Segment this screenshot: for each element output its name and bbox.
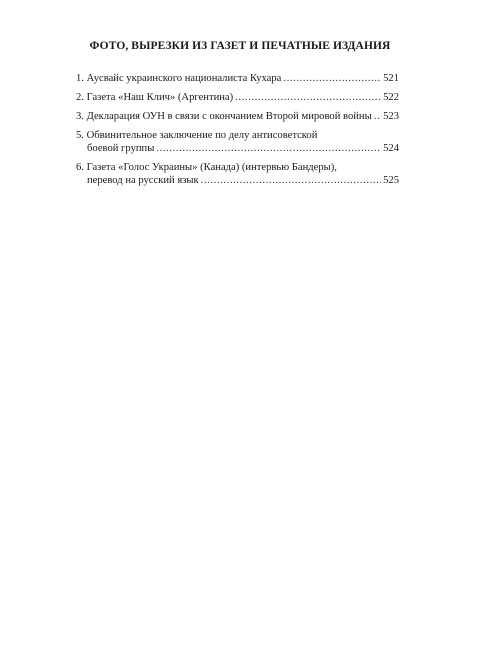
dot-leader	[235, 91, 381, 104]
toc-entry-text: 1. Аусвайс украинского националиста Кухара	[76, 73, 282, 84]
toc-entry-line-continuation	[76, 142, 399, 155]
toc-page-number: 523	[383, 111, 399, 122]
toc-entry-text: 3. Декларация ОУН в связи с окончанием Второй мировой войны	[76, 111, 372, 122]
page-title: ФОТО, ВЫРЕЗКИ ИЗ ГАЗЕТ И ПЕЧАТНЫЕ ИЗДАНИЯ	[89, 40, 391, 52]
toc-page-number: 522	[383, 92, 399, 103]
toc-entry-line	[76, 161, 399, 174]
toc-entry-line	[76, 110, 399, 123]
toc-entry-6	[76, 161, 399, 187]
toc-entry-text: 5. Обвинительное заключение по делу антисоветской	[76, 130, 318, 141]
dot-leader	[283, 72, 381, 85]
toc-page-number: 521	[383, 73, 399, 84]
toc-entry-line	[76, 129, 399, 142]
toc-entry-line	[76, 91, 399, 104]
toc-entry-1	[76, 72, 399, 85]
toc-entry-text: 2. Газета «Наш Клич» (Аргентина)	[76, 92, 234, 103]
toc-entry-5	[76, 129, 399, 155]
toc-entry-line-continuation	[76, 174, 399, 187]
dot-leader	[156, 142, 381, 155]
toc-entry-2	[76, 91, 399, 104]
toc-entry-text: 6. Газета «Голос Украины» (Канада) (интервью Бандеры),	[76, 162, 337, 173]
toc-page-number: 525	[383, 175, 399, 186]
dot-leader	[201, 174, 381, 187]
table-of-contents	[76, 72, 399, 193]
dot-leader	[374, 110, 381, 123]
toc-entry-3	[76, 110, 399, 123]
toc-entry-text: перевод на русский язык	[87, 175, 199, 186]
toc-page-number: 524	[383, 143, 399, 154]
toc-entry-text: боевой группы	[87, 143, 155, 154]
toc-entry-line	[76, 72, 399, 85]
